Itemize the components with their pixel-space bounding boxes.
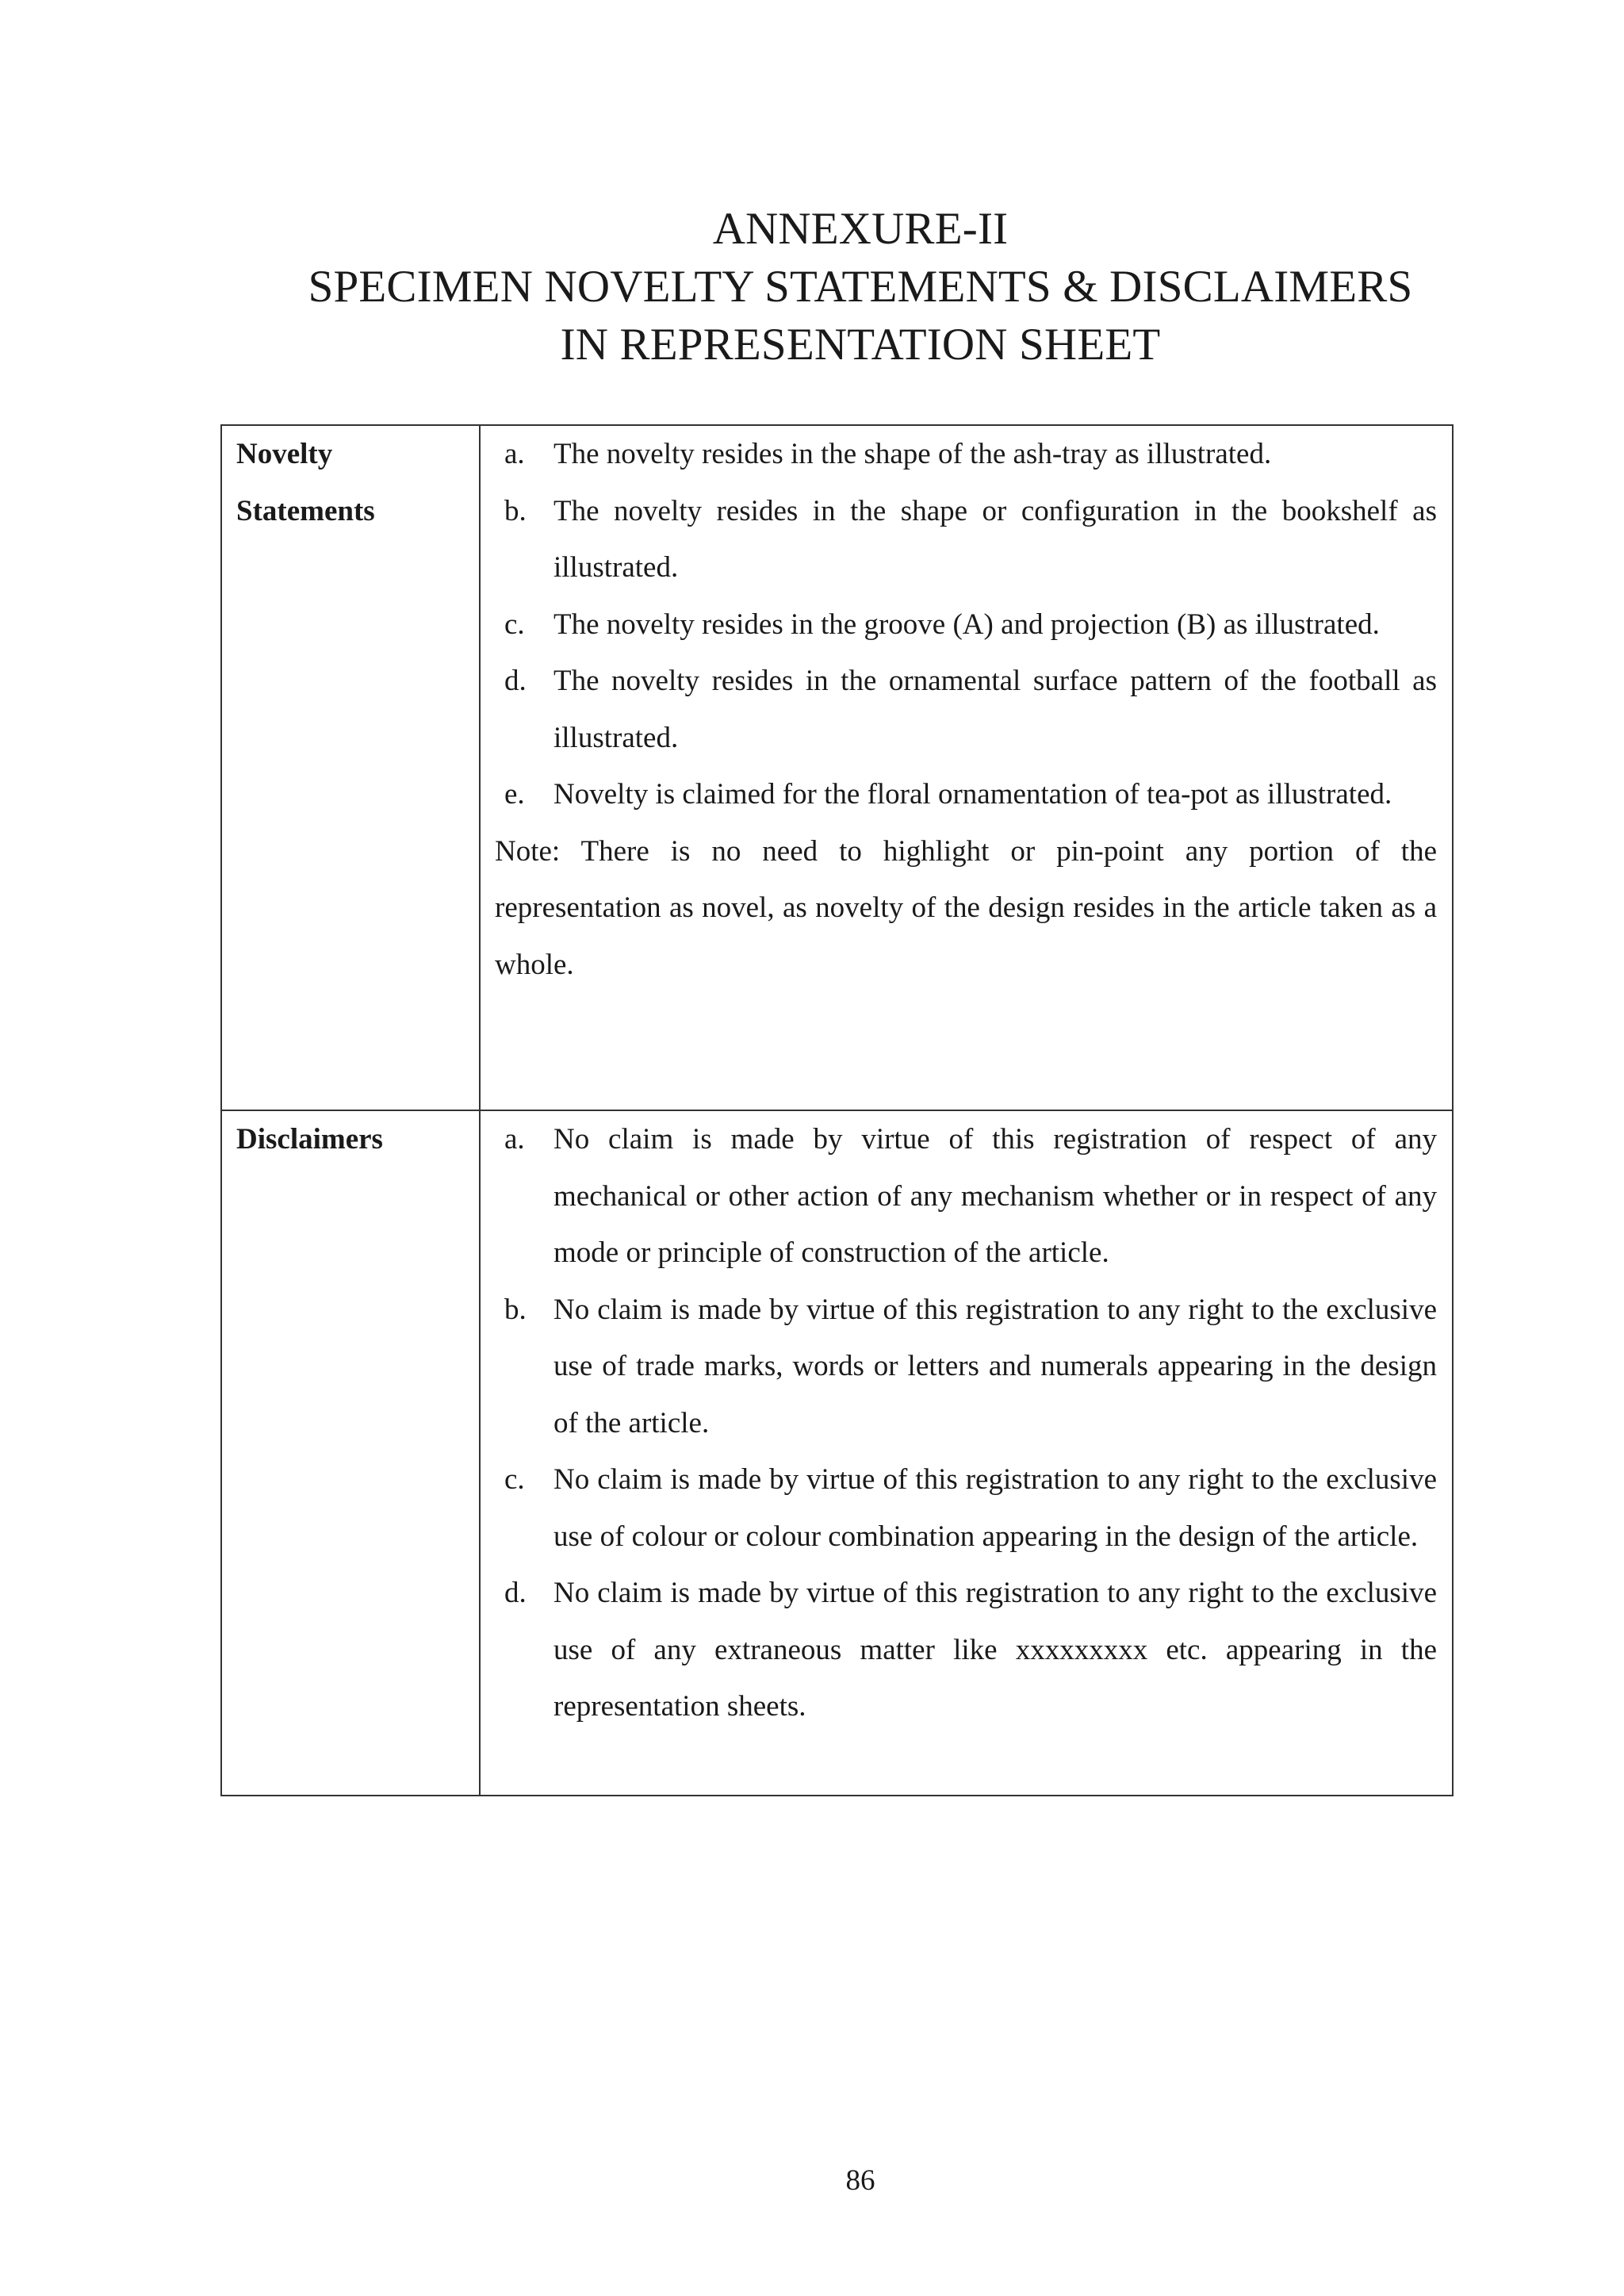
list-marker: c. xyxy=(504,1463,525,1496)
list-item-text: No claim is made by virtue of this registration to any right to the exclusive use of colour or colour combination appearing in the design of the article. xyxy=(553,1463,1437,1553)
novelty-item-c xyxy=(495,596,1437,654)
novelty-label-line2: Statements xyxy=(236,494,375,527)
list-marker: b. xyxy=(504,1293,527,1326)
novelty-label-line1: Novelty xyxy=(236,438,333,470)
disclaimers-label: Disclaimers xyxy=(236,1123,383,1156)
list-marker: b. xyxy=(504,494,527,527)
table-row-disclaimers xyxy=(221,1110,1453,1796)
novelty-item-a xyxy=(495,426,1437,483)
list-item-text: The novelty resides in the ornamental surface pattern of the football as illustrated. xyxy=(553,665,1437,754)
list-item-text: No claim is made by virtue of this registration to any right to the exclusive use of trade marks, words or letters and numerals appearing in the design of the article. xyxy=(553,1293,1437,1439)
novelty-item-b xyxy=(495,483,1437,596)
disclaimer-item-b xyxy=(495,1282,1437,1452)
disclaimer-item-c xyxy=(495,1451,1437,1565)
page-number: 86 xyxy=(845,2164,875,2197)
novelty-content-cell xyxy=(480,425,1453,1110)
table-row-novelty xyxy=(221,425,1453,1110)
title-line-specimen: SPECIMEN NOVELTY STATEMENTS & DISCLAIMERS xyxy=(308,262,1413,312)
list-item-text: The novelty resides in the shape of the ash-tray as illustrated. xyxy=(553,438,1272,470)
list-marker: a. xyxy=(504,1123,525,1156)
list-marker: e. xyxy=(504,778,525,811)
list-item-text: The novelty resides in the groove (A) and projection (B) as illustrated. xyxy=(553,608,1380,641)
novelty-label-cell xyxy=(221,425,480,1110)
list-marker: c. xyxy=(504,608,525,641)
novelty-item-e xyxy=(495,766,1437,823)
title-line-representation: IN REPRESENTATION SHEET xyxy=(560,320,1161,370)
title-line-annexure: ANNEXURE-II xyxy=(712,204,1009,254)
list-item-text: No claim is made by virtue of this registration of respect of any mechanical or other action of any mechanism whether or in respect of any mode or principle of construction of the article. xyxy=(553,1123,1437,1269)
disclaimers-label-cell xyxy=(221,1110,480,1796)
list-item-text: No claim is made by virtue of this registration to any right to the exclusive use of any extraneous matter like xxxxxxxxx etc. appearing in the representation sheets. xyxy=(553,1577,1437,1723)
list-marker: d. xyxy=(504,665,527,697)
list-item-text: The novelty resides in the shape or configuration in the bookshelf as illustrated. xyxy=(553,494,1437,584)
list-marker: d. xyxy=(504,1577,527,1609)
statements-table xyxy=(220,424,1454,1796)
list-item-text: Novelty is claimed for the floral ornamentation of tea-pot as illustrated. xyxy=(553,778,1392,811)
disclaimer-item-d xyxy=(495,1565,1437,1735)
novelty-note: Note: There is no need to highlight or pin-point any portion of the representation as novel, as novelty of the design resides in the article taken as a whole. xyxy=(495,834,1437,981)
disclaimers-content-cell xyxy=(480,1110,1453,1796)
novelty-item-d xyxy=(495,653,1437,766)
page-title xyxy=(0,200,1624,374)
disclaimer-item-a xyxy=(495,1111,1437,1282)
list-marker: a. xyxy=(504,438,525,470)
